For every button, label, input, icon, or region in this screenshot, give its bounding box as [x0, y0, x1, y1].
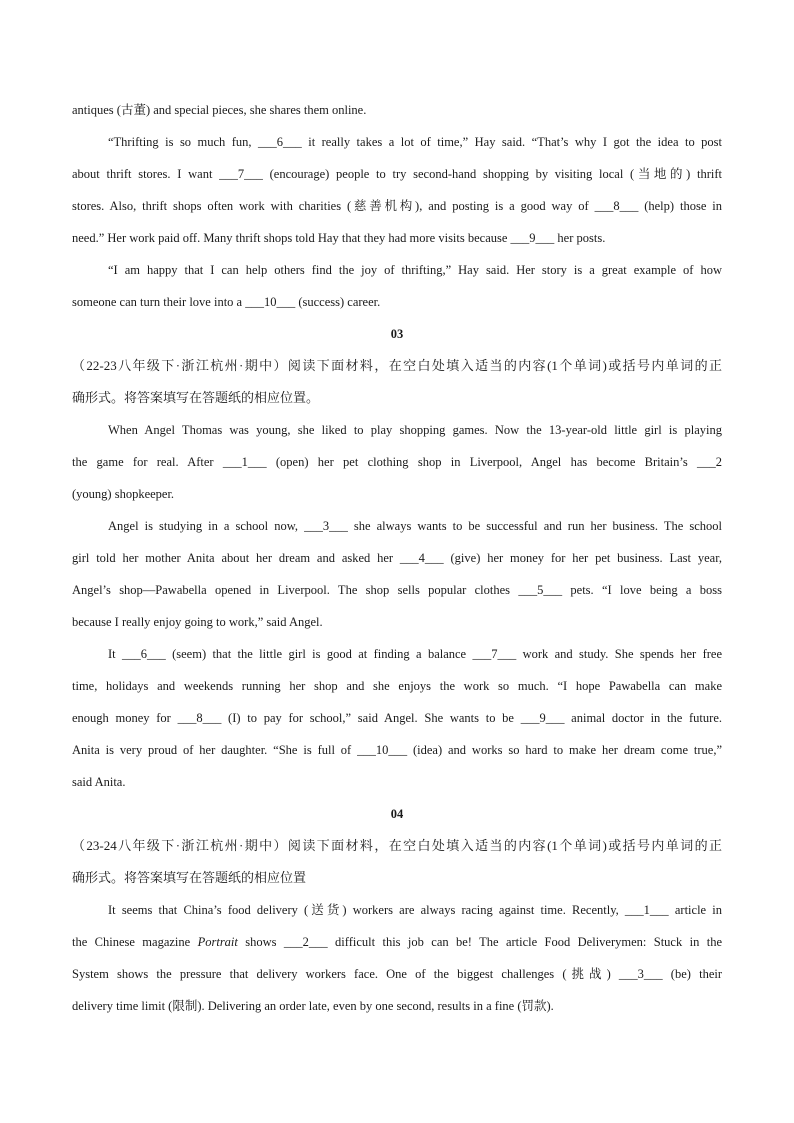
passage-line: Angel is studying in a school now, ___3___ she always wants to be successful and run her business. The school — [108, 519, 722, 533]
passage-line: because I really enjoy going to work,” said Angel. — [72, 615, 323, 629]
passage-text: the Chinese magazine — [72, 935, 198, 949]
passage-line: enough money for ___8___ (I) to pay for school,” said Angel. She wants to be ___9___ animal doctor in the future. — [72, 711, 722, 725]
passage-line: stores. Also, thrift shops often work with charities (慈善机构), and posting is a good way of ___8___ (help) those in — [72, 199, 722, 213]
passage-line: about thrift stores. I want ___7___ (encourage) people to try second-hand shopping by visiting local (当地的) thrift — [72, 167, 722, 181]
passage-line: delivery time limit (限制). Delivering an order late, even by one second, results in a fine (罚款). — [72, 999, 554, 1013]
passage-line: “Thrifting is so much fun, ___6___ it really takes a lot of time,” Hay said. “That’s why I got the idea to post — [108, 135, 722, 149]
section-number: 03 — [390, 327, 404, 341]
passage-text: shows ___2___ difficult this job can be! The article Food Deliverymen: Stuck in the — [237, 935, 722, 949]
instruction-line: （22-23八年级下·浙江杭州·期中）阅读下面材料，在空白处填入适当的内容(1个单词)或括号内单词的正 — [72, 358, 722, 373]
section-number: 04 — [390, 807, 404, 821]
passage-line: When Angel Thomas was young, she liked to play shopping games. Now the 13-year-old little girl is playing — [108, 423, 722, 437]
passage-line: antiques (古董) and special pieces, she shares them online. — [72, 103, 367, 117]
instruction-line: 确形式。将答案填写在答题纸的相应位置。 — [72, 390, 320, 405]
document-body — [72, 98, 722, 1026]
passage-line: the game for real. After ___1___ (open) her pet clothing shop in Liverpool, Angel has become Britain’s ___2 — [72, 455, 722, 469]
magazine-title: Portrait — [197, 935, 238, 949]
passage-line: “I am happy that I can help others find the joy of thrifting,” Hay said. Her story is a great example of how — [108, 263, 722, 277]
passage-line: said Anita. — [72, 775, 126, 789]
instruction-line: （23-24八年级下·浙江杭州·期中）阅读下面材料，在空白处填入适当的内容(1个单词)或括号内单词的正 — [72, 838, 722, 853]
passage-line: (young) shopkeeper. — [72, 487, 175, 501]
passage-line: Anita is very proud of her daughter. “She is full of ___10___ (idea) and works so hard to make her dream come true,” — [72, 743, 722, 757]
passage-line: Angel’s shop—Pawabella opened in Liverpool. The shop sells popular clothes ___5___ pets. “I love being a boss — [72, 583, 722, 597]
passage-line: It seems that China’s food delivery (送货) workers are always racing against time. Recently, ___1___ article in — [108, 903, 722, 917]
passage-line: someone can turn their love into a ___10___ (success) career. — [72, 295, 381, 309]
passage-line: System shows the pressure that delivery workers face. One of the biggest challenges (挑战) ___3___ (be) their — [72, 967, 722, 981]
passage-line: need.” Her work paid off. Many thrift shops told Hay that they had more visits because ___9___ her posts. — [72, 231, 606, 245]
passage-line — [72, 930, 722, 962]
instruction-line: 确形式。将答案填写在答题纸的相应位置 — [72, 870, 307, 885]
passage-line: girl told her mother Anita about her dream and asked her ___4___ (give) her money for her pet business. Last year, — [72, 551, 722, 565]
passage-line: time, holidays and weekends running her shop and she enjoys the work so much. “I hope Pawabella can make — [72, 679, 722, 693]
passage-line: It ___6___ (seem) that the little girl is good at finding a balance ___7___ work and study. She spends her free — [108, 647, 722, 661]
